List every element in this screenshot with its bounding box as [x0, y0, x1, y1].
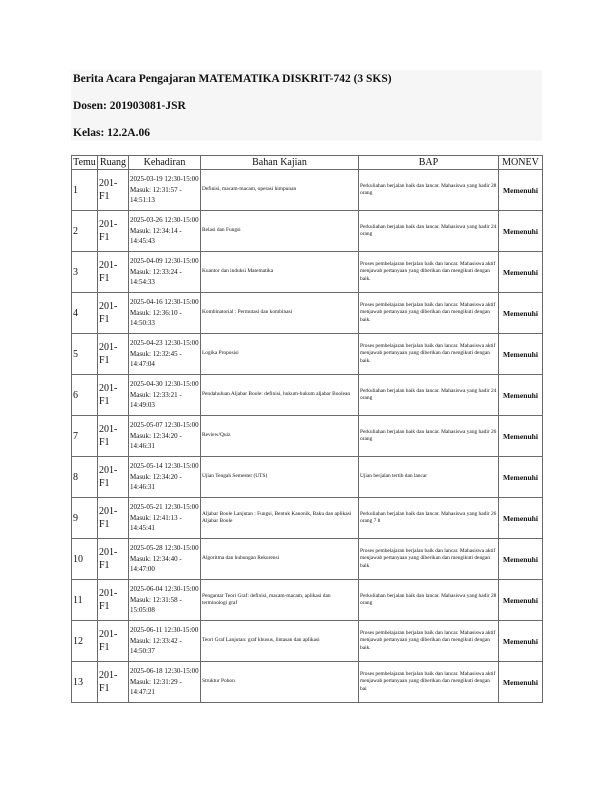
- bahan-kajian-cell: Kuantor dan induksi Matematika: [201, 252, 359, 293]
- kehadiran-cell: [129, 375, 201, 416]
- jadwal-text: 2025-04-16 12:30-15:00: [130, 298, 199, 307]
- bahan-kajian-cell: Teori Graf Lanjutan: graf khusus, lintasan dan aplikasi: [201, 621, 359, 662]
- jadwal-text: 2025-05-14 12:30-15:00: [130, 462, 199, 471]
- class-label: Kelas: 12.2A.06: [73, 127, 150, 139]
- bahan-kajian-cell: Logika Proposisi: [201, 334, 359, 375]
- bap-cell: Proses pembelajaran berjalan baik dan lancar. Mahasiswa aktif menjawab pertanyaan yang diberikan dan mengikuti dengan baik.: [359, 621, 499, 662]
- kehadiran-cell: [129, 580, 201, 621]
- temu-cell: 12: [72, 621, 98, 662]
- bahan-kajian-cell: Review/Quiz: [201, 416, 359, 457]
- masuk-text: Masuk: 12:31:57 - 14:51:13: [130, 185, 182, 205]
- bahan-kajian-cell: Struktur Pohon: [201, 662, 359, 703]
- monev-cell: Memenuhi: [499, 334, 543, 375]
- table-row: [72, 252, 543, 293]
- ruang-cell: 201-F1: [98, 252, 129, 293]
- temu-cell: 6: [72, 375, 98, 416]
- masuk-text: Masuk: 12:34:20 - 14:46:31: [130, 431, 182, 451]
- table-row: [72, 416, 543, 457]
- table-row: [72, 170, 543, 211]
- masuk-text: Masuk: 12:41:13 - 14:45:41: [130, 513, 182, 533]
- masuk-text: Masuk: 12:34:40 - 14:47:00: [130, 554, 182, 574]
- jadwal-text: 2025-06-04 12:30-15:00: [130, 585, 199, 594]
- table-row: [72, 621, 543, 662]
- ruang-cell: 201-F1: [98, 662, 129, 703]
- kehadiran-cell: [129, 539, 201, 580]
- temu-cell: 1: [72, 170, 98, 211]
- jadwal-text: 2025-05-07 12:30-15:00: [130, 421, 199, 430]
- ruang-cell: 201-F1: [98, 539, 129, 580]
- monev-cell: Memenuhi: [499, 662, 543, 703]
- ruang-cell: 201-F1: [98, 621, 129, 662]
- kehadiran-cell: [129, 662, 201, 703]
- bap-cell: Proses pembelajaran berjalan baik dan lancar. Mahasiswa aktif menjawab pertanyaan yang diberikan dan mengikuti dengan bai: [359, 662, 499, 703]
- masuk-text: Masuk: 12:36:10 - 14:50:33: [130, 308, 182, 328]
- document-header: [71, 70, 542, 141]
- masuk-text: Masuk: 12:32:45 - 14:47:04: [130, 349, 182, 369]
- monev-cell: Memenuhi: [499, 170, 543, 211]
- ruang-cell: 201-F1: [98, 211, 129, 252]
- bap-cell: Proses pembelajaran berjalan baik dan lancar. Mahasiswa aktif menjawab pertanyaan yang diberikan dan mengikuti dengan baik: [359, 539, 499, 580]
- monev-cell: Memenuhi: [499, 621, 543, 662]
- jadwal-text: 2025-06-11 12:30-15:00: [130, 626, 199, 635]
- bahan-kajian-cell: Aljabar Boole Lanjutan : Fungsi, Bentuk Kanonik, Baku dan aplikasi Aljabar Boole: [201, 498, 359, 539]
- ruang-cell: 201-F1: [98, 457, 129, 498]
- kehadiran-cell: [129, 416, 201, 457]
- jadwal-text: 2025-04-30 12:30-15:00: [130, 380, 199, 389]
- bahan-kajian-cell: Relasi dan Fungsi: [201, 211, 359, 252]
- bap-cell: Perkuliahan berjalan baik dan lancar. Mahasiswa yang hadir 26 orang 7 8: [359, 498, 499, 539]
- bap-cell: Perkuliahan berjalan baik dan lancar. Mahasiswa yang hadir 28 orang: [359, 170, 499, 211]
- jadwal-text: 2025-04-23 12:30-15:00: [130, 339, 199, 348]
- lecturer-label: Dosen: 201903081-JSR: [73, 100, 186, 112]
- temu-cell: 4: [72, 293, 98, 334]
- table-row: [72, 211, 543, 252]
- column-header-ruang: Ruang: [98, 156, 129, 170]
- table-row: [72, 498, 543, 539]
- temu-cell: 9: [72, 498, 98, 539]
- jadwal-text: 2025-05-21 12:30-15:00: [130, 503, 199, 512]
- temu-cell: 2: [72, 211, 98, 252]
- bahan-kajian-cell: Algoritma dan hubungan Rekurensi: [201, 539, 359, 580]
- jadwal-text: 2025-04-09 12:30-15:00: [130, 257, 199, 266]
- bap-cell: Proses pembelajaran berjalan baik dan lancar. Mahasiswa aktif menjawab pertanyaan yang diberikan dan mengikuti dengan baik.: [359, 252, 499, 293]
- table-row: [72, 293, 543, 334]
- kehadiran-cell: [129, 334, 201, 375]
- kehadiran-cell: [129, 498, 201, 539]
- monev-cell: Memenuhi: [499, 498, 543, 539]
- bap-cell: Perkuliahan berjalan baik dan lancar. Mahasiswa yang hadir 26 orang: [359, 416, 499, 457]
- monev-cell: Memenuhi: [499, 539, 543, 580]
- ruang-cell: 201-F1: [98, 170, 129, 211]
- jadwal-text: 2025-03-26 12:30-15:00: [130, 216, 199, 225]
- page-title: Berita Acara Pengajaran MATEMATIKA DISKRIT-742 (3 SKS): [73, 73, 392, 85]
- ruang-cell: 201-F1: [98, 293, 129, 334]
- masuk-text: Masuk: 12:33:24 - 14:54:33: [130, 267, 182, 287]
- attendance-table: [71, 155, 543, 703]
- temu-cell: 7: [72, 416, 98, 457]
- masuk-text: Masuk: 12:34:14 - 14:45:43: [130, 226, 182, 246]
- bahan-kajian-cell: Definisi, macam-macam, operasi himpunan: [201, 170, 359, 211]
- monev-cell: Memenuhi: [499, 457, 543, 498]
- bahan-kajian-cell: Kombinatorial : Permutasi dan kombinasi: [201, 293, 359, 334]
- ruang-cell: 201-F1: [98, 416, 129, 457]
- temu-cell: 5: [72, 334, 98, 375]
- ruang-cell: 201-F1: [98, 375, 129, 416]
- jadwal-text: 2025-05-28 12:30-15:00: [130, 544, 199, 553]
- masuk-text: Masuk: 12:31:58 - 15:05:08: [130, 595, 182, 615]
- table-row: [72, 662, 543, 703]
- kehadiran-cell: [129, 252, 201, 293]
- column-header-temu: Temu: [73, 157, 96, 168]
- monev-cell: Memenuhi: [499, 211, 543, 252]
- masuk-text: Masuk: 12:33:21 - 14:49:03: [130, 390, 182, 410]
- monev-cell: Memenuhi: [499, 375, 543, 416]
- table-row: [72, 580, 543, 621]
- column-header-bap: BAP: [359, 156, 499, 170]
- ruang-cell: 201-F1: [98, 334, 129, 375]
- kehadiran-cell: [129, 170, 201, 211]
- table-row: [72, 457, 543, 498]
- column-header-bahan-kajian: Bahan Kajian: [201, 156, 359, 170]
- monev-cell: Memenuhi: [499, 293, 543, 334]
- bap-cell: Ujian berjalan tertib dan lancar: [359, 457, 499, 498]
- jadwal-text: 2025-06-18 12:30-15:00: [130, 667, 199, 676]
- temu-cell: 10: [72, 539, 98, 580]
- jadwal-text: 2025-03-19 12:30-15:00: [130, 175, 199, 184]
- table-row: [72, 375, 543, 416]
- bap-cell: Perkuliahan berjalan baik dan lancar. Mahasiswa yang hadir 24 orang: [359, 211, 499, 252]
- table-row: [72, 539, 543, 580]
- bahan-kajian-cell: Pendahuluan Aljabar Boole: definisi, hukum-hukum aljabar Boolean: [201, 375, 359, 416]
- table-header-row: [72, 156, 543, 170]
- column-header-monev: MONEV: [499, 156, 543, 170]
- temu-cell: 11: [72, 580, 98, 621]
- kehadiran-cell: [129, 621, 201, 662]
- temu-cell: 3: [72, 252, 98, 293]
- kehadiran-cell: [129, 457, 201, 498]
- temu-cell: 8: [72, 457, 98, 498]
- bap-cell: Perkuliahan berjalan baik dan lancar. Mahasiswa yang hadir 28 orang: [359, 580, 499, 621]
- monev-cell: Memenuhi: [499, 580, 543, 621]
- ruang-cell: 201-F1: [98, 580, 129, 621]
- monev-cell: Memenuhi: [499, 252, 543, 293]
- kehadiran-cell: [129, 293, 201, 334]
- masuk-text: Masuk: 12:31:29 - 14:47:21: [130, 677, 182, 697]
- table-row: [72, 334, 543, 375]
- kehadiran-cell: [129, 211, 201, 252]
- ruang-cell: 201-F1: [98, 498, 129, 539]
- temu-cell: 13: [72, 662, 98, 703]
- bap-cell: Perkuliahan berjalan baik dan lancar. Mahasiswa yang hadir 24 orang: [359, 375, 499, 416]
- masuk-text: Masuk: 12:33:42 - 14:50:37: [130, 636, 182, 656]
- bap-cell: Proses pembelajaran berjalan baik dan lancar. Mahasiswa aktif menjawab pertanyaan yang diberikan dan mengikuti dengan baik.: [359, 293, 499, 334]
- bahan-kajian-cell: Pengantar Teori Graf: definisi, macam-macam, aplikasi dan terminologi graf: [201, 580, 359, 621]
- monev-cell: Memenuhi: [499, 416, 543, 457]
- bap-cell: Proses pembelajaran berjalan baik dan lancar. Mahasiswa aktif menjawab pertanyaan yang diberikan dan mengikuti dengan baik.: [359, 334, 499, 375]
- masuk-text: Masuk: 12:34:20 - 14:46:31: [130, 472, 182, 492]
- column-header-kehadiran: Kehadiran: [129, 156, 201, 170]
- bahan-kajian-cell: Ujian Tengah Semester (UTS): [201, 457, 359, 498]
